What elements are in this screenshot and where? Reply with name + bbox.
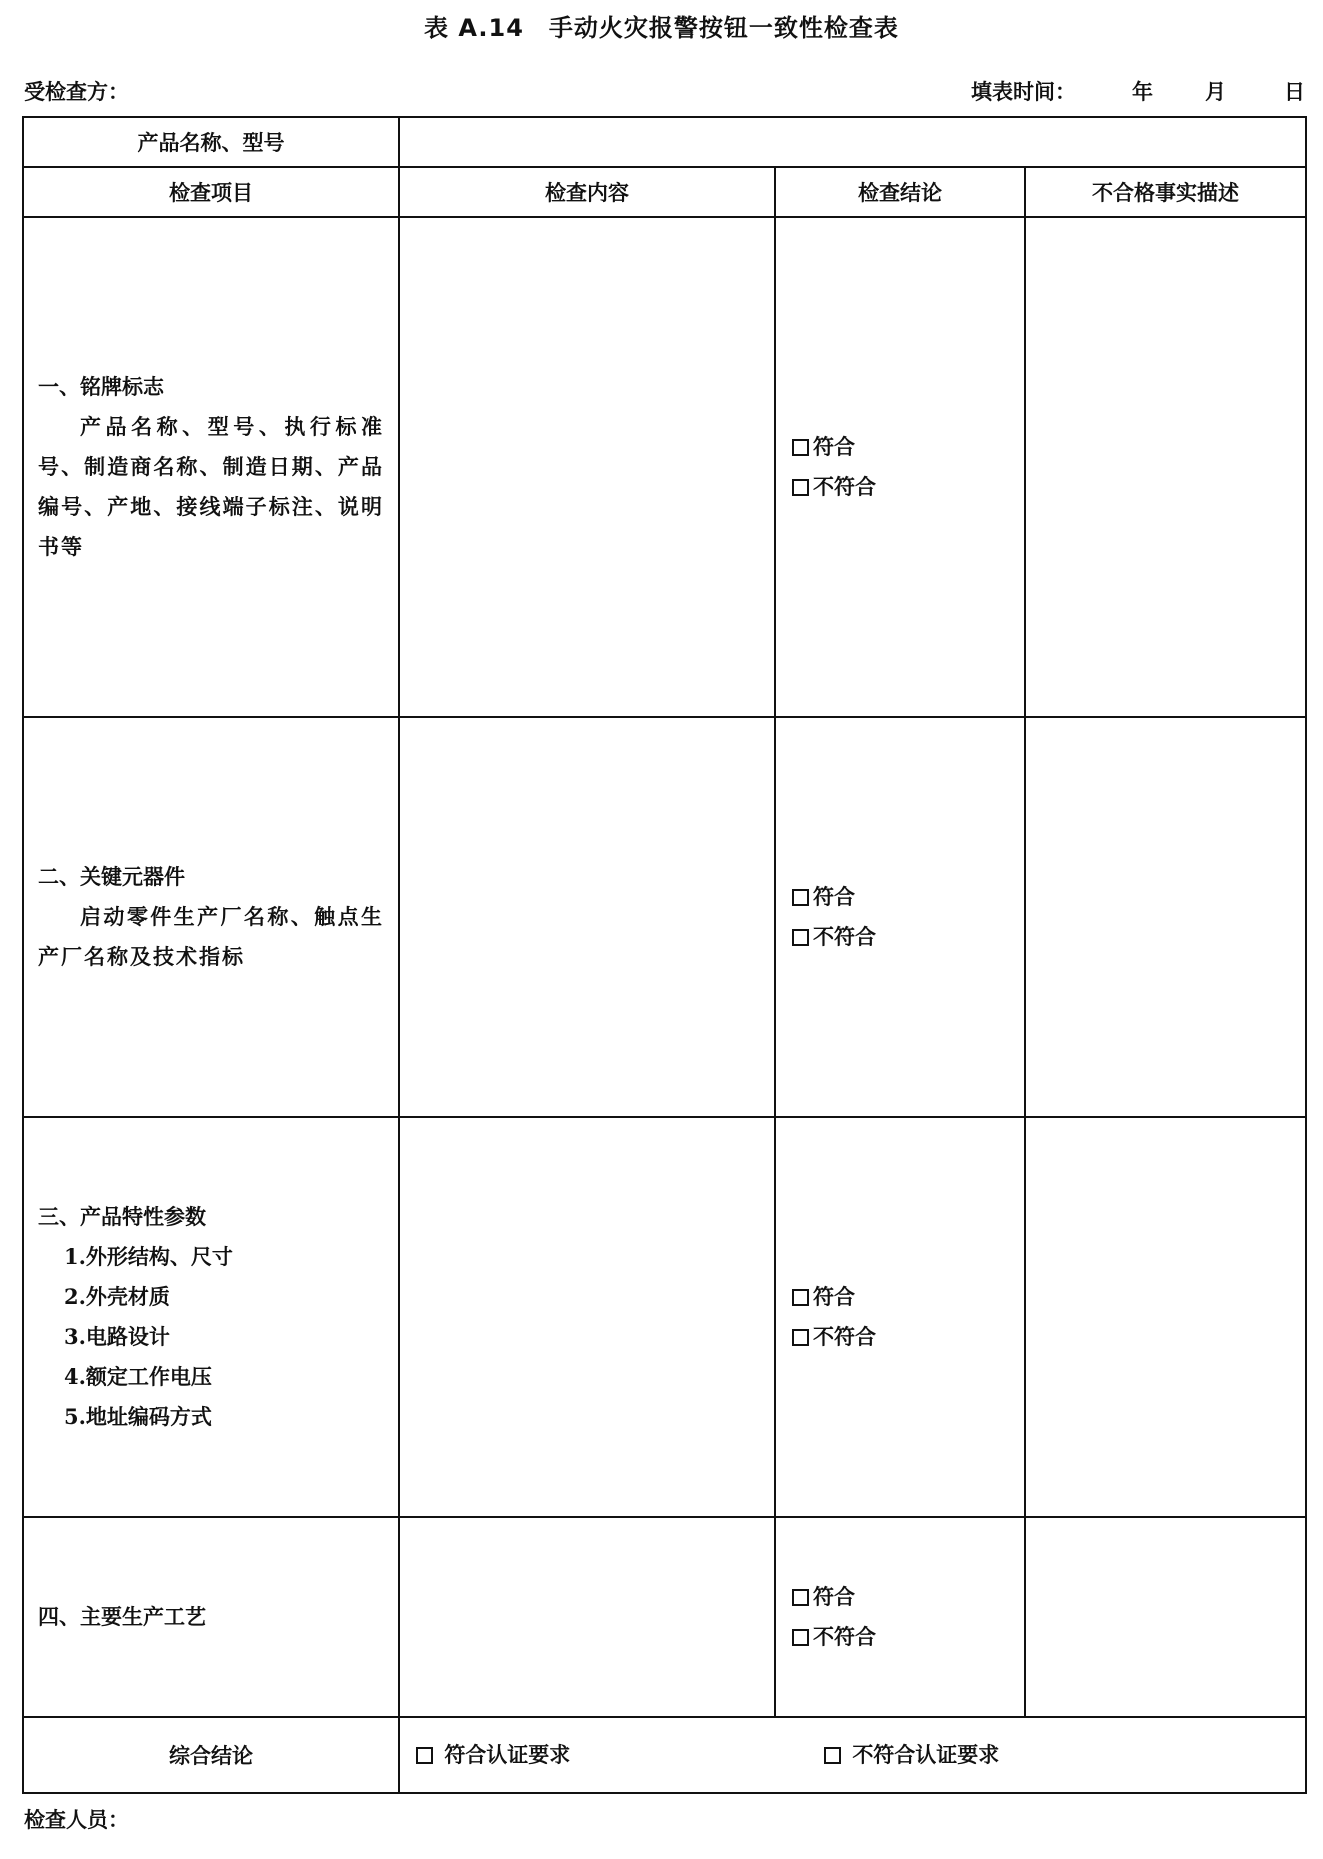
checkbox-icon — [792, 479, 809, 496]
fill-date-day: 日 — [1284, 79, 1305, 104]
conform-label: 符合 — [813, 434, 855, 459]
nonconformity-cell[interactable] — [1025, 1517, 1306, 1717]
table-row — [23, 217, 1306, 717]
param-item: 5.地址编码方式 — [64, 1404, 212, 1429]
checkbox-icon — [792, 1589, 809, 1606]
product-row — [23, 117, 1306, 167]
overall-label: 综合结论 — [23, 1717, 399, 1793]
check-item — [23, 1517, 399, 1717]
nonconform-label: 不符合 — [813, 1324, 876, 1349]
nonconformity-cell[interactable] — [1025, 217, 1306, 717]
section-heading: 三、产品特性参数 — [38, 1204, 206, 1229]
fail-label: 不符合认证要求 — [852, 1742, 1000, 1767]
checkbox-icon — [416, 1747, 433, 1764]
check-content-cell[interactable] — [399, 217, 775, 717]
product-name-field[interactable] — [399, 117, 1306, 167]
checkbox-icon — [792, 889, 809, 906]
nonconform-checkbox[interactable] — [792, 467, 1024, 507]
nonconform-checkbox[interactable] — [792, 1317, 1024, 1357]
param-item: 4.额定工作电压 — [64, 1364, 212, 1389]
fill-date-label: 填表时间： — [971, 79, 1076, 104]
conform-checkbox[interactable] — [792, 1577, 1024, 1617]
checkbox-icon — [792, 1329, 809, 1346]
param-item: 3.电路设计 — [64, 1324, 170, 1349]
conform-label: 符合 — [813, 1584, 855, 1609]
conclusion-cell — [775, 1117, 1025, 1517]
nonconform-label: 不符合 — [813, 474, 876, 499]
check-content-cell[interactable] — [399, 717, 775, 1117]
check-content-cell[interactable] — [399, 1117, 775, 1517]
fail-checkbox[interactable] — [824, 1739, 999, 1769]
checkbox-icon — [792, 439, 809, 456]
header-item: 检查项目 — [23, 167, 399, 217]
conform-label: 符合 — [813, 884, 855, 909]
inspector-label: 检查人员： — [24, 1807, 129, 1832]
section-detail: 产品名称、型号、执行标准号、制造商名称、制造日期、产品编号、产地、接线端子标注、说明书等 — [38, 414, 384, 559]
checkbox-icon — [824, 1747, 841, 1764]
header-content: 检查内容 — [399, 167, 775, 217]
check-item — [23, 1117, 399, 1517]
checkbox-icon — [792, 929, 809, 946]
header-conclusion: 检查结论 — [775, 167, 1025, 217]
overall-row — [23, 1717, 1306, 1793]
nonconformity-cell[interactable] — [1025, 1117, 1306, 1517]
pass-checkbox[interactable] — [416, 1739, 570, 1769]
nonconform-checkbox[interactable] — [792, 917, 1024, 957]
param-item: 1.外形结构、尺寸 — [64, 1244, 233, 1269]
inspected-party-label: 受检查方： — [24, 79, 129, 104]
section-heading: 四、主要生产工艺 — [38, 1604, 206, 1629]
header-nonconformity: 不合格事实描述 — [1025, 167, 1306, 217]
fill-date-month: 月 — [1205, 79, 1226, 104]
nonconform-label: 不符合 — [813, 1624, 876, 1649]
check-item — [23, 717, 399, 1117]
nonconformity-cell[interactable] — [1025, 717, 1306, 1117]
table-row — [23, 717, 1306, 1117]
param-item: 2.外壳材质 — [64, 1284, 170, 1309]
conclusion-cell — [775, 1517, 1025, 1717]
check-content-cell[interactable] — [399, 1517, 775, 1717]
conclusion-cell — [775, 717, 1025, 1117]
nonconform-label: 不符合 — [813, 924, 876, 949]
section-heading: 二、关键元器件 — [38, 864, 185, 889]
overall-options — [399, 1717, 1306, 1793]
inspection-table — [22, 116, 1307, 1794]
checkbox-icon — [792, 1629, 809, 1646]
section-detail: 启动零件生产厂名称、触点生产厂名称及技术指标 — [38, 904, 384, 969]
check-item — [23, 217, 399, 717]
checkbox-icon — [792, 1289, 809, 1306]
section-heading: 一、铭牌标志 — [38, 374, 164, 399]
page-title: 表 A.14 手动火灾报警按钮一致性检查表 — [424, 14, 899, 42]
fill-date-year: 年 — [1132, 79, 1153, 104]
header-row — [23, 167, 1306, 217]
conform-checkbox[interactable] — [792, 877, 1024, 917]
conform-label: 符合 — [813, 1284, 855, 1309]
conclusion-cell — [775, 217, 1025, 717]
conform-checkbox[interactable] — [792, 1277, 1024, 1317]
pass-label: 符合认证要求 — [444, 1742, 571, 1767]
nonconform-checkbox[interactable] — [792, 1617, 1024, 1657]
conform-checkbox[interactable] — [792, 427, 1024, 467]
fill-date — [971, 76, 1305, 106]
table-row — [23, 1517, 1306, 1717]
table-row — [23, 1117, 1306, 1517]
product-row-label: 产品名称、型号 — [23, 117, 399, 167]
